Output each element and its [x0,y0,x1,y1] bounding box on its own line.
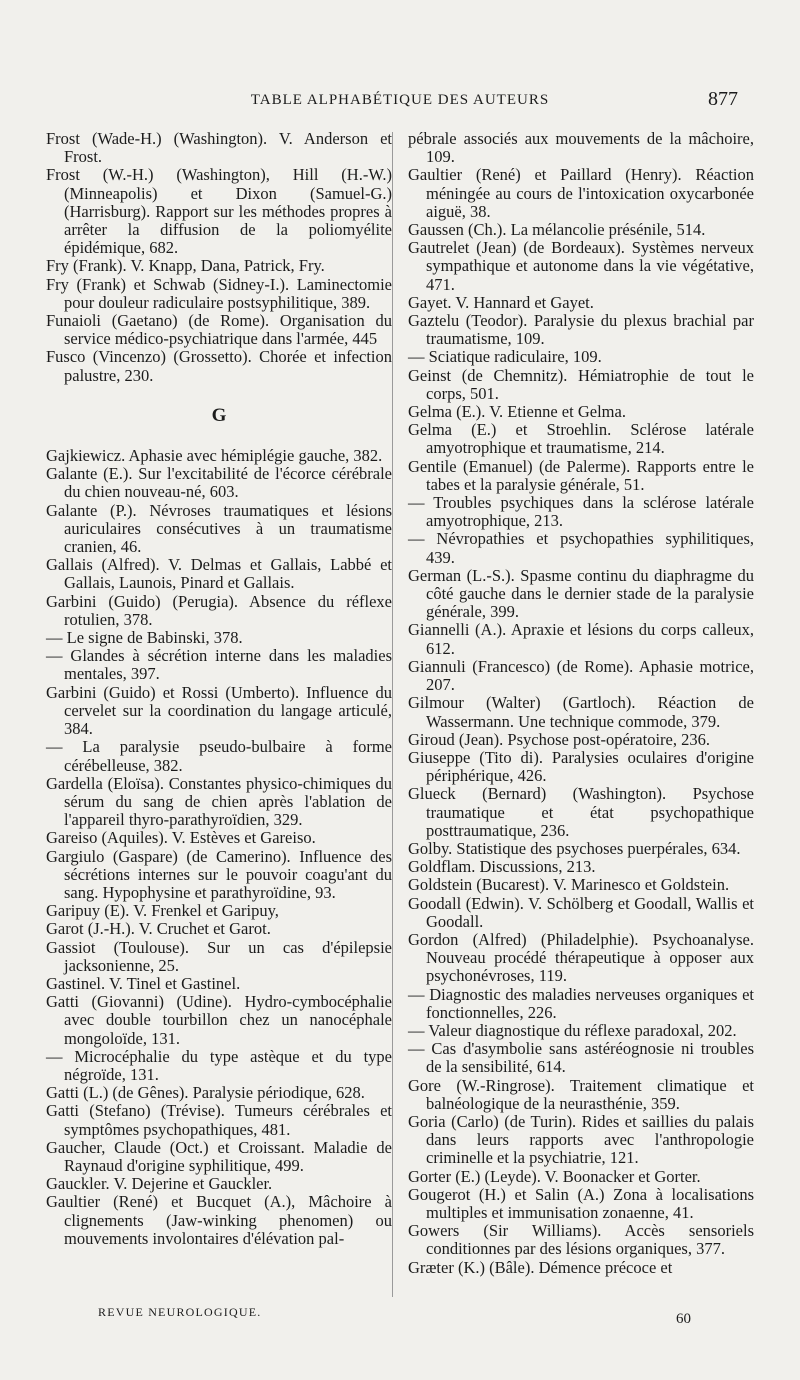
page-number: 877 [708,88,738,110]
index-entry: Giannuli (Francesco) (de Rome). Aphasie motrice, 207. [408,656,754,695]
index-entry: Funaioli (Gaetano) (de Rome). Organisation du service médico-psychiatrique dans l'armée, 445 [46,311,392,349]
index-entry: Glueck (Bernard) (Washington). Psychose traumatique et état psychopathique posttraumatique, 236. [408,784,754,840]
index-entry: Giuseppe (Tito di). Paralysies oculaires d'origine périphérique, 426. [408,747,754,786]
index-entry: Gelma (E.) et Stroehlin. Sclérose latérale amyotrophique et traumatisme, 214. [408,420,754,458]
index-entry: Gastinel. V. Tinel et Gastinel. [46,973,241,993]
index-entry: Golby. Statistique des psychoses puerpérales, 634. [408,838,741,858]
index-entry: — Névropathies et psychopathies syphilitiques, 439. [408,529,754,567]
index-entry: Gatti (Giovanni) (Udine). Hydro-cymbocéphalie avec double tourbillon chez un nanocéphale mongoloïde, 131. [46,992,392,1048]
index-entry: Gorter (E.) (Leyde). V. Boonacker et Gorter. [408,1166,701,1186]
index-entry: — Le signe de Babinski, 378. [46,628,243,648]
index-entry: — Cas d'asymbolie sans astéréognosie ni troubles de la sensibilité, 614. [408,1039,754,1077]
index-entry: German (L.-S.). Spasme continu du diaphragme du côté gauche dans le dernier stade de la paralysie générale, 399. [408,565,754,622]
index-entry: Gajkiewicz. Aphasie avec hémiplégie gauche, 382. [46,446,383,466]
index-entry: Gordon (Alfred) (Philadelphie). Psychoanalyse. Nouveau procédé thérapeutique à opposer aux psychonévroses, 119. [408,929,754,986]
index-entry: pébrale associés aux mouvements de la mâchoire, 109. [408,129,754,167]
index-entry: Fusco (Vincenzo) (Grossetto). Chorée et infection palustre, 230. [46,347,392,385]
index-entry: Gaultier (René) et Bucquet (A.), Mâchoire à clignements (Jaw-winking phenomen) ou mouvements involontaires d'élévation pal- [46,1192,392,1248]
column-divider [392,132,393,1297]
index-entry: Geinst (de Chemnitz). Hémiatrophie de tout le corps, 501. [408,365,754,403]
footer-sheet-number: 60 [676,1311,691,1327]
index-entry: Gareiso (Aquiles). V. Estèves et Gareiso. [46,828,316,848]
index-entry: — Sciatique radiculaire, 109. [408,347,602,367]
index-entry: Gardella (Eloïsa). Constantes physico-chimiques du sérum du sang de chien après l'ablation de l'appareil thyro-parathyroïdien, 329. [46,773,392,830]
index-entry: — Glandes à sécrétion interne dans les maladies mentales, 397. [46,646,392,684]
index-entry: Giannelli (A.). Apraxie et lésions du corps calleux, 612. [408,620,754,658]
left-column [46,130,392,1248]
index-entry: Frost (W.-H.) (Washington), Hill (H.-W.) (Minneapolis) et Dixon (Samuel-G.) (Harrisburg). Rapport sur les méthodes propres à arrêter la diffusion de la poliomyélite épidémique, 682. [46,165,392,258]
index-entry: Gore (W.-Ringrose). Traitement climatique et balnéologique de la neurasthénie, 359. [408,1075,754,1113]
index-entry: Gelma (E.). V. Etienne et Gelma. [408,402,626,422]
index-entry: Garot (J.-H.). V. Cruchet et Garot. [46,919,271,939]
index-entry: Gayet. V. Hannard et Gayet. [408,292,594,312]
index-entry: Goodall (Edwin). V. Schölberg et Goodall, Wallis et Goodall. [408,893,754,931]
index-entry: Galante (E.). Sur l'excitabilité de l'écorce cérébrale du chien nouveau-né, 603. [46,464,392,502]
index-entry: Giroud (Jean). Psychose post-opératoire, 236. [408,729,710,749]
index-entry: Garbini (Guido) (Perugia). Absence du réflexe rotulien, 378. [46,591,392,629]
index-entry: Gatti (L.) (de Gênes). Paralysie périodique, 628. [46,1083,365,1103]
footer-journal-name: REVUE NEUROLOGIQUE. [98,1305,262,1319]
index-entry: Gatti (Stefano) (Trévise). Tumeurs cérébrales et symptômes psychopathiques, 481. [46,1101,392,1139]
index-entry: Gaussen (Ch.). La mélancolie présénile, 514. [408,220,706,240]
index-entry: Goldflam. Discussions, 213. [408,857,596,877]
index-entry: Gilmour (Walter) (Gartloch). Réaction de Wassermann. Une technique commode, 379. [408,693,754,731]
index-entry: Garbini (Guido) et Rossi (Umberto). Influence du cervelet sur la coordination du langage articulé, 384. [46,682,392,739]
index-entry: Fry (Frank) et Schwab (Sidney-I.). Laminectomie pour douleur radiculaire postsyphilitique, 389. [46,274,392,312]
index-entry: Galante (P.). Névroses traumatiques et lésions auriculaires consécutives à un traumatisme cranien, 46. [46,500,392,557]
index-entry: Gallais (Alfred). V. Delmas et Gallais, Labbé et Gallais, Launois, Pinard et Gallais. [46,555,392,593]
index-entry: Gassiot (Toulouse). Sur un cas d'épilepsie jacksonienne, 25. [46,937,392,975]
index-entry: Gaztelu (Teodor). Paralysie du plexus brachial par traumatisme, 109. [408,311,754,349]
index-entry: Gaucher, Claude (Oct.) et Croissant. Maladie de Raynaud d'origine syphilitique, 499. [46,1137,392,1175]
index-entry: — Troubles psychiques dans la sclérose latérale amyotrophique, 213. [408,493,754,531]
index-entry: Græter (K.) (Bâle). Démence précoce et [408,1257,673,1277]
index-entry: Goldstein (Bucarest). V. Marinesco et Goldstein. [408,875,730,895]
index-entry: — Diagnostic des maladies nerveuses organiques et fonctionnelles, 226. [408,984,754,1022]
right-column [408,130,754,1277]
index-entry: Garipuy (E). V. Frenkel et Garipuy, [46,901,279,921]
index-entry: — Valeur diagnostique du réflexe paradoxal, 202. [408,1020,737,1040]
index-entry: Gowers (Sir Williams). Accès sensoriels conditionnes par des lésions organiques, 377. [408,1221,754,1259]
index-entry: Gautrelet (Jean) (de Bordeaux). Systèmes nerveux sympathique et autonome dans la vie végétative, 471. [408,238,754,294]
section-letter: G [211,404,227,426]
index-entry: Frost (Wade-H.) (Washington). V. Anderson et Frost. [46,129,392,167]
running-header-title: TABLE ALPHABÉTIQUE DES AUTEURS [250,92,550,108]
index-entry: Goria (Carlo) (de Turin). Rides et saillies du palais dans leurs rapports avec l'anthropologie criminelle et la psychiatrie, 121. [408,1111,754,1168]
index-entry: Gauckler. V. Dejerine et Gauckler. [46,1174,273,1194]
index-entry: Gougerot (H.) et Salin (A.) Zona à localisations multiples et immunisation zonaenne, 41. [408,1184,754,1222]
index-entry: Gaultier (René) et Paillard (Henry). Réaction méningée au cours de l'intoxication oxycarbonée aiguë, 38. [408,165,754,221]
index-entry: — Microcéphalie du type astèque et du type négroïde, 131. [46,1046,392,1084]
index-entry: Fry (Frank). V. Knapp, Dana, Patrick, Fry. [46,256,325,276]
index-entry: — La paralysie pseudo-bulbaire à forme cérébelleuse, 382. [46,737,392,775]
index-entry: Gargiulo (Gaspare) (de Camerino). Influence des sécrétions internes sur le pouvoir coagu'ant du sang. Hypophysine et parathyroïdine, 93. [46,846,392,902]
index-entry: Gentile (Emanuel) (de Palerme). Rapports entre le tabes et la paralysie générale, 51. [408,456,754,494]
